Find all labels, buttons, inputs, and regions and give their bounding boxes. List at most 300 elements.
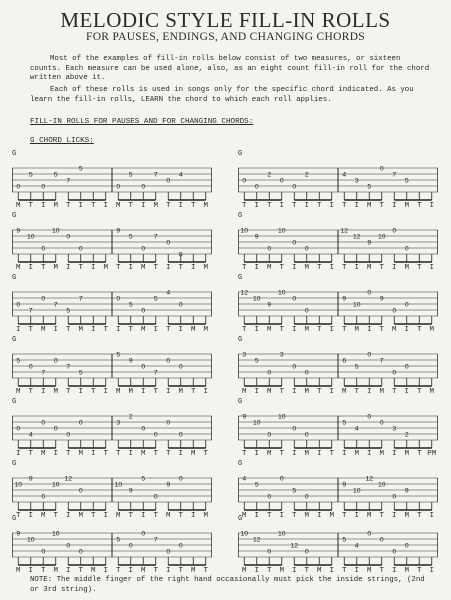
finger-letter: I [316,450,322,458]
finger-letter: I [354,264,359,272]
fret-number: 0 [367,289,372,297]
finger-letter: M [366,264,372,272]
fret-number: 0 [304,431,309,439]
fret-number: 9 [128,487,133,495]
finger-letter: M [404,264,409,272]
finger-letter: I [28,264,33,272]
finger-letter: T [291,202,297,210]
fret-number: 5 [116,351,121,359]
finger-letter: I [404,388,409,396]
chord-label: G [238,398,243,406]
chord-label: G [12,460,17,468]
fret-number: 0 [404,245,409,253]
finger-letter: T [65,388,71,396]
finger-letter: I [391,567,397,575]
fret-number: 0 [178,431,183,439]
finger-letter: M [266,388,272,396]
finger-letter: I [90,326,96,334]
fret-number: 5 [354,363,359,371]
finger-letter: M [316,567,322,575]
fret-number: 12 [365,475,374,483]
fret-number: 12 [252,536,261,544]
finger-letter: M [404,202,409,210]
finger-letter: I [354,567,359,575]
finger-letter: M [304,388,309,396]
finger-letter: T [153,388,158,396]
finger-letter: I [15,326,21,334]
fret-number: 0 [292,295,297,303]
finger-row [238,388,438,398]
finger-letter: T [128,512,133,520]
finger-letter: I [291,326,297,334]
finger-letter: M [190,326,196,334]
finger-letter: T [78,264,83,272]
fret-number: 10 [114,481,123,489]
fret-number: 5 [128,301,133,309]
finger-letter: M [366,512,372,520]
fret-number: 0 [392,548,397,556]
fret-number: 0 [254,183,259,191]
fret-number: 0 [41,245,46,253]
fret-number: 5 [367,183,372,191]
finger-letter: I [254,388,259,396]
finger-letter: T [341,326,347,334]
fret-number: 10 [352,301,361,309]
finger-letter: T [316,202,322,210]
tab-lick [238,336,438,404]
fret-number: 10 [277,530,286,538]
finger-letter: M [178,388,183,396]
fret-number: 0 [141,530,146,538]
fret-number: 0 [279,475,284,483]
fret-number: 7 [66,177,71,185]
fret-number: 7 [153,536,158,544]
fret-number: 0 [392,493,397,501]
fret-number: 0 [153,493,158,501]
fret-number: 0 [178,542,183,550]
fret-number: 12 [340,227,349,235]
fret-number: 0 [292,239,297,247]
finger-letter: I [40,388,46,396]
fret-number: 0 [141,425,146,433]
finger-letter: I [254,567,259,575]
finger-letter: M [40,326,46,334]
tab-staff [12,150,212,202]
finger-letter: T [153,264,158,272]
finger-letter: I [304,202,309,210]
finger-letter: I [254,512,259,520]
finger-letter: T [379,567,384,575]
fret-number: 7 [153,369,158,377]
finger-letter: M [103,264,108,272]
finger-letter: T [203,567,208,575]
fret-number: 4 [342,171,347,179]
fret-number: 0 [178,251,183,259]
instruction-paragraph: Each of these rolls is used in songs only for the specific chord indicated. As you learn the fill-in rolls, LEARN the chord to which each roll applies. [30,86,414,104]
finger-letter: I [28,567,33,575]
fret-number: 0 [78,487,83,495]
finger-letter: M [241,388,247,396]
fret-number: 0 [41,419,46,427]
finger-letter: I [128,567,133,575]
finger-letter: M [391,326,397,334]
finger-letter: I [254,326,259,334]
finger-letter: M [266,326,272,334]
fret-number: 10 [240,530,249,538]
finger-letter: T [103,450,108,458]
finger-letter: M [53,388,58,396]
fret-number: 9 [379,295,384,303]
finger-letter: M [379,450,384,458]
finger-letter: T [379,202,384,210]
finger-letter: M [366,567,372,575]
finger-letter: T [53,512,58,520]
fret-number: 0 [166,357,171,365]
fret-number: 5 [404,177,409,185]
finger-letter: M [115,202,121,210]
tab-lick [238,274,438,342]
chord-label: G [12,398,17,406]
fret-number: 10 [240,227,249,235]
fret-number: 5 [342,536,347,544]
finger-letter: M [266,264,272,272]
fret-number: 3 [116,419,121,427]
finger-letter: M [78,450,83,458]
fret-number: 2 [267,171,272,179]
fret-number: 4 [178,171,183,179]
tab-lick [238,398,438,466]
fret-number: 2 [404,431,409,439]
fret-number: 5 [28,171,33,179]
fret-number: 7 [66,363,71,371]
fret-number: 5 [292,487,297,495]
finger-letter: M [40,450,46,458]
finger-row [238,450,438,460]
finger-letter: T [128,202,133,210]
tab-lick [238,212,438,280]
finger-row [238,202,438,212]
tab-staff [12,460,212,512]
finger-letter: I [329,202,334,210]
fret-number: 0 [178,301,183,309]
fret-number: 5 [53,171,58,179]
finger-letter: M [15,202,21,210]
finger-letter: T [115,264,121,272]
finger-letter: M [78,326,83,334]
finger-letter: M [203,326,208,334]
fret-number: 3 [279,351,284,359]
finger-letter: I [279,512,284,520]
fret-number: 9 [28,475,33,483]
fret-number: 0 [16,183,21,191]
fret-number: 5 [254,357,259,365]
tab-lick [12,515,212,583]
tab-staff [238,274,438,326]
fret-number: 0 [392,369,397,377]
finger-letter: I [53,326,58,334]
finger-letter: I [28,512,33,520]
fret-number: 0 [78,548,83,556]
fret-number: 0 [292,425,297,433]
finger-letter: M [404,450,409,458]
finger-letter: I [90,264,96,272]
g-chord-heading: G CHORD LICKS: [30,137,94,145]
fret-number: 9 [267,301,272,309]
finger-row [238,326,438,336]
finger-letter: I [40,202,46,210]
fret-number: 2 [304,171,309,179]
finger-letter: T [178,264,183,272]
fret-number: 0 [153,431,158,439]
fret-number: 10 [51,530,60,538]
finger-letter: I [53,450,58,458]
fret-number: 0 [267,548,272,556]
finger-letter: T [379,326,384,334]
finger-letter: I [65,567,71,575]
fret-number: 12 [64,475,73,483]
finger-letter: M [15,264,21,272]
finger-letter: T [65,326,71,334]
fret-number: 0 [304,307,309,315]
fret-number: 0 [166,548,171,556]
finger-letter: M [429,388,434,396]
finger-letter: I [354,512,359,520]
finger-letter: T [65,202,71,210]
finger-letter: M [341,388,347,396]
finger-letter: T [279,388,284,396]
finger-letter: T [416,202,422,210]
tab-staff [238,515,438,567]
finger-letter: I [178,450,183,458]
tab-lick [12,274,212,342]
finger-letter: T [203,450,208,458]
finger-letter: M [304,326,309,334]
finger-letter: T [341,202,347,210]
fret-number: 10 [51,481,60,489]
finger-letter: T [153,567,158,575]
finger-letter: M [190,567,196,575]
fret-number: 0 [367,530,372,538]
fret-number: 0 [304,548,309,556]
fret-number: 12 [352,233,361,241]
finger-letter: T [416,450,422,458]
finger-letter: T [40,264,46,272]
fret-number: 7 [153,233,158,241]
tab-lick [238,515,438,583]
chord-label: G [12,336,17,344]
fret-number: 0 [166,177,171,185]
fret-number: 0 [404,542,409,550]
fret-number: 12 [240,289,249,297]
fret-number: 0 [304,369,309,377]
tab-staff [238,150,438,202]
finger-letter: T [266,202,272,210]
finger-letter: T [279,450,284,458]
fret-number: 9 [242,413,247,421]
finger-letter: I [291,388,297,396]
fret-number: 0 [379,536,384,544]
finger-letter: M [203,512,208,520]
fret-number: 10 [26,536,35,544]
fret-number: 3 [354,177,359,185]
finger-letter: T [266,512,272,520]
fret-number: 9 [254,233,259,241]
finger-letter: M [266,450,272,458]
chord-label: G [238,460,243,468]
finger-letter: I [140,388,146,396]
finger-letter: I [103,388,108,396]
finger-letter: T [40,567,46,575]
fret-number: 7 [28,307,33,315]
finger-letter: T [28,202,33,210]
finger-letter: T [190,202,196,210]
tab-staff [12,398,212,450]
finger-letter: M [53,202,58,210]
finger-letter: I [391,202,397,210]
finger-letter: M [140,264,146,272]
footnote: NOTE: The middle finger of the right hand occasionally must pick the inside strings, (2nd or 3rd string). [30,576,425,594]
fret-number: 10 [26,233,35,241]
finger-letter: T [115,450,121,458]
fret-number: 10 [352,487,361,495]
fret-number: 5 [342,419,347,427]
finger-letter: T [241,264,247,272]
finger-letter: I [341,450,347,458]
finger-letter: T [28,326,33,334]
finger-letter: M [241,567,247,575]
fret-number: 12 [290,542,299,550]
finger-letter: I [429,567,434,575]
fret-number: 0 [116,183,121,191]
fret-number: 7 [379,357,384,365]
fret-number: 0 [128,542,133,550]
fret-number: 10 [14,481,23,489]
fret-number: 7 [392,171,397,179]
fret-number: 5 [128,171,133,179]
fret-number: 9 [128,357,133,365]
finger-letter: M [241,512,247,520]
fret-number: 0 [304,245,309,253]
finger-letter: T [65,450,71,458]
finger-letter: I [291,450,297,458]
finger-letter: T [379,512,384,520]
page-subtitle: FOR PAUSES, ENDINGS, AND CHANGING CHORDS [86,31,365,43]
finger-letter: I [115,326,121,334]
finger-letter: T [241,326,247,334]
finger-letter: T [279,264,284,272]
fret-number: 9 [16,227,21,235]
tab-lick [12,212,212,280]
fret-number: 7 [153,171,158,179]
finger-letter: T [341,264,347,272]
finger-letter: I [329,264,334,272]
finger-letter: I [128,264,133,272]
chord-label: G [12,212,17,220]
fret-number: 0 [267,493,272,501]
finger-letter: M [140,326,146,334]
section-heading: FILL-IN ROLLS FOR PAUSES AND FOR CHANGING CHORDS: [30,118,254,126]
finger-letter: I [140,512,146,520]
fret-number: 10 [277,413,286,421]
finger-letter: I [429,202,434,210]
finger-row [238,264,438,274]
finger-letter: PM [427,450,437,458]
finger-letter: I [165,567,171,575]
fret-number: 5 [153,295,158,303]
fret-number: 0 [292,183,297,191]
fret-number: 5 [78,165,83,173]
finger-letter: I [15,450,21,458]
finger-letter: T [90,202,96,210]
finger-letter: I [65,264,71,272]
finger-letter: T [341,567,347,575]
finger-letter: I [329,388,334,396]
finger-letter: I [165,264,171,272]
finger-letter: T [90,388,96,396]
finger-letter: T [291,512,297,520]
finger-letter: M [53,264,58,272]
tab-lick [12,336,212,404]
chord-label: G [12,150,17,158]
fret-number: 9 [342,481,347,489]
fret-number: 0 [53,357,58,365]
finger-row [12,326,212,336]
fret-number: 0 [116,295,121,303]
fret-number: 10 [252,295,261,303]
fret-number: 0 [41,295,46,303]
fret-number: 0 [28,363,33,371]
fret-number: 0 [267,431,272,439]
finger-letter: M [78,512,83,520]
finger-letter: I [329,326,334,334]
chord-label: G [238,515,243,523]
tab-staff [12,515,212,567]
finger-letter: M [190,450,196,458]
finger-letter: T [416,512,422,520]
tab-staff [238,336,438,388]
finger-letter: T [28,388,33,396]
fret-number: 0 [267,245,272,253]
finger-letter: T [90,512,96,520]
finger-letter: I [128,450,133,458]
chord-label: G [238,274,243,282]
fret-number: 0 [392,307,397,315]
finger-letter: T [15,512,21,520]
tab-lick [12,150,212,218]
finger-letter: I [178,326,183,334]
fret-number: 0 [242,177,247,185]
finger-letter: I [429,512,434,520]
fret-number: 0 [141,245,146,253]
fret-number: 7 [78,295,83,303]
finger-letter: M [90,567,96,575]
fret-number: 7 [41,369,46,377]
page-title: MELODIC STYLE FILL-IN ROLLS [60,8,391,32]
fret-number: 0 [392,227,397,235]
finger-letter: I [366,388,372,396]
finger-letter: M [128,388,133,396]
finger-letter: I [279,202,284,210]
finger-letter: I [203,388,208,396]
fret-number: 0 [166,239,171,247]
finger-letter: M [165,512,171,520]
chord-label: G [238,212,243,220]
finger-letter: I [190,512,196,520]
finger-letter: T [241,202,247,210]
finger-letter: T [354,388,359,396]
fret-number: 0 [141,183,146,191]
fret-number: 0 [78,245,83,253]
